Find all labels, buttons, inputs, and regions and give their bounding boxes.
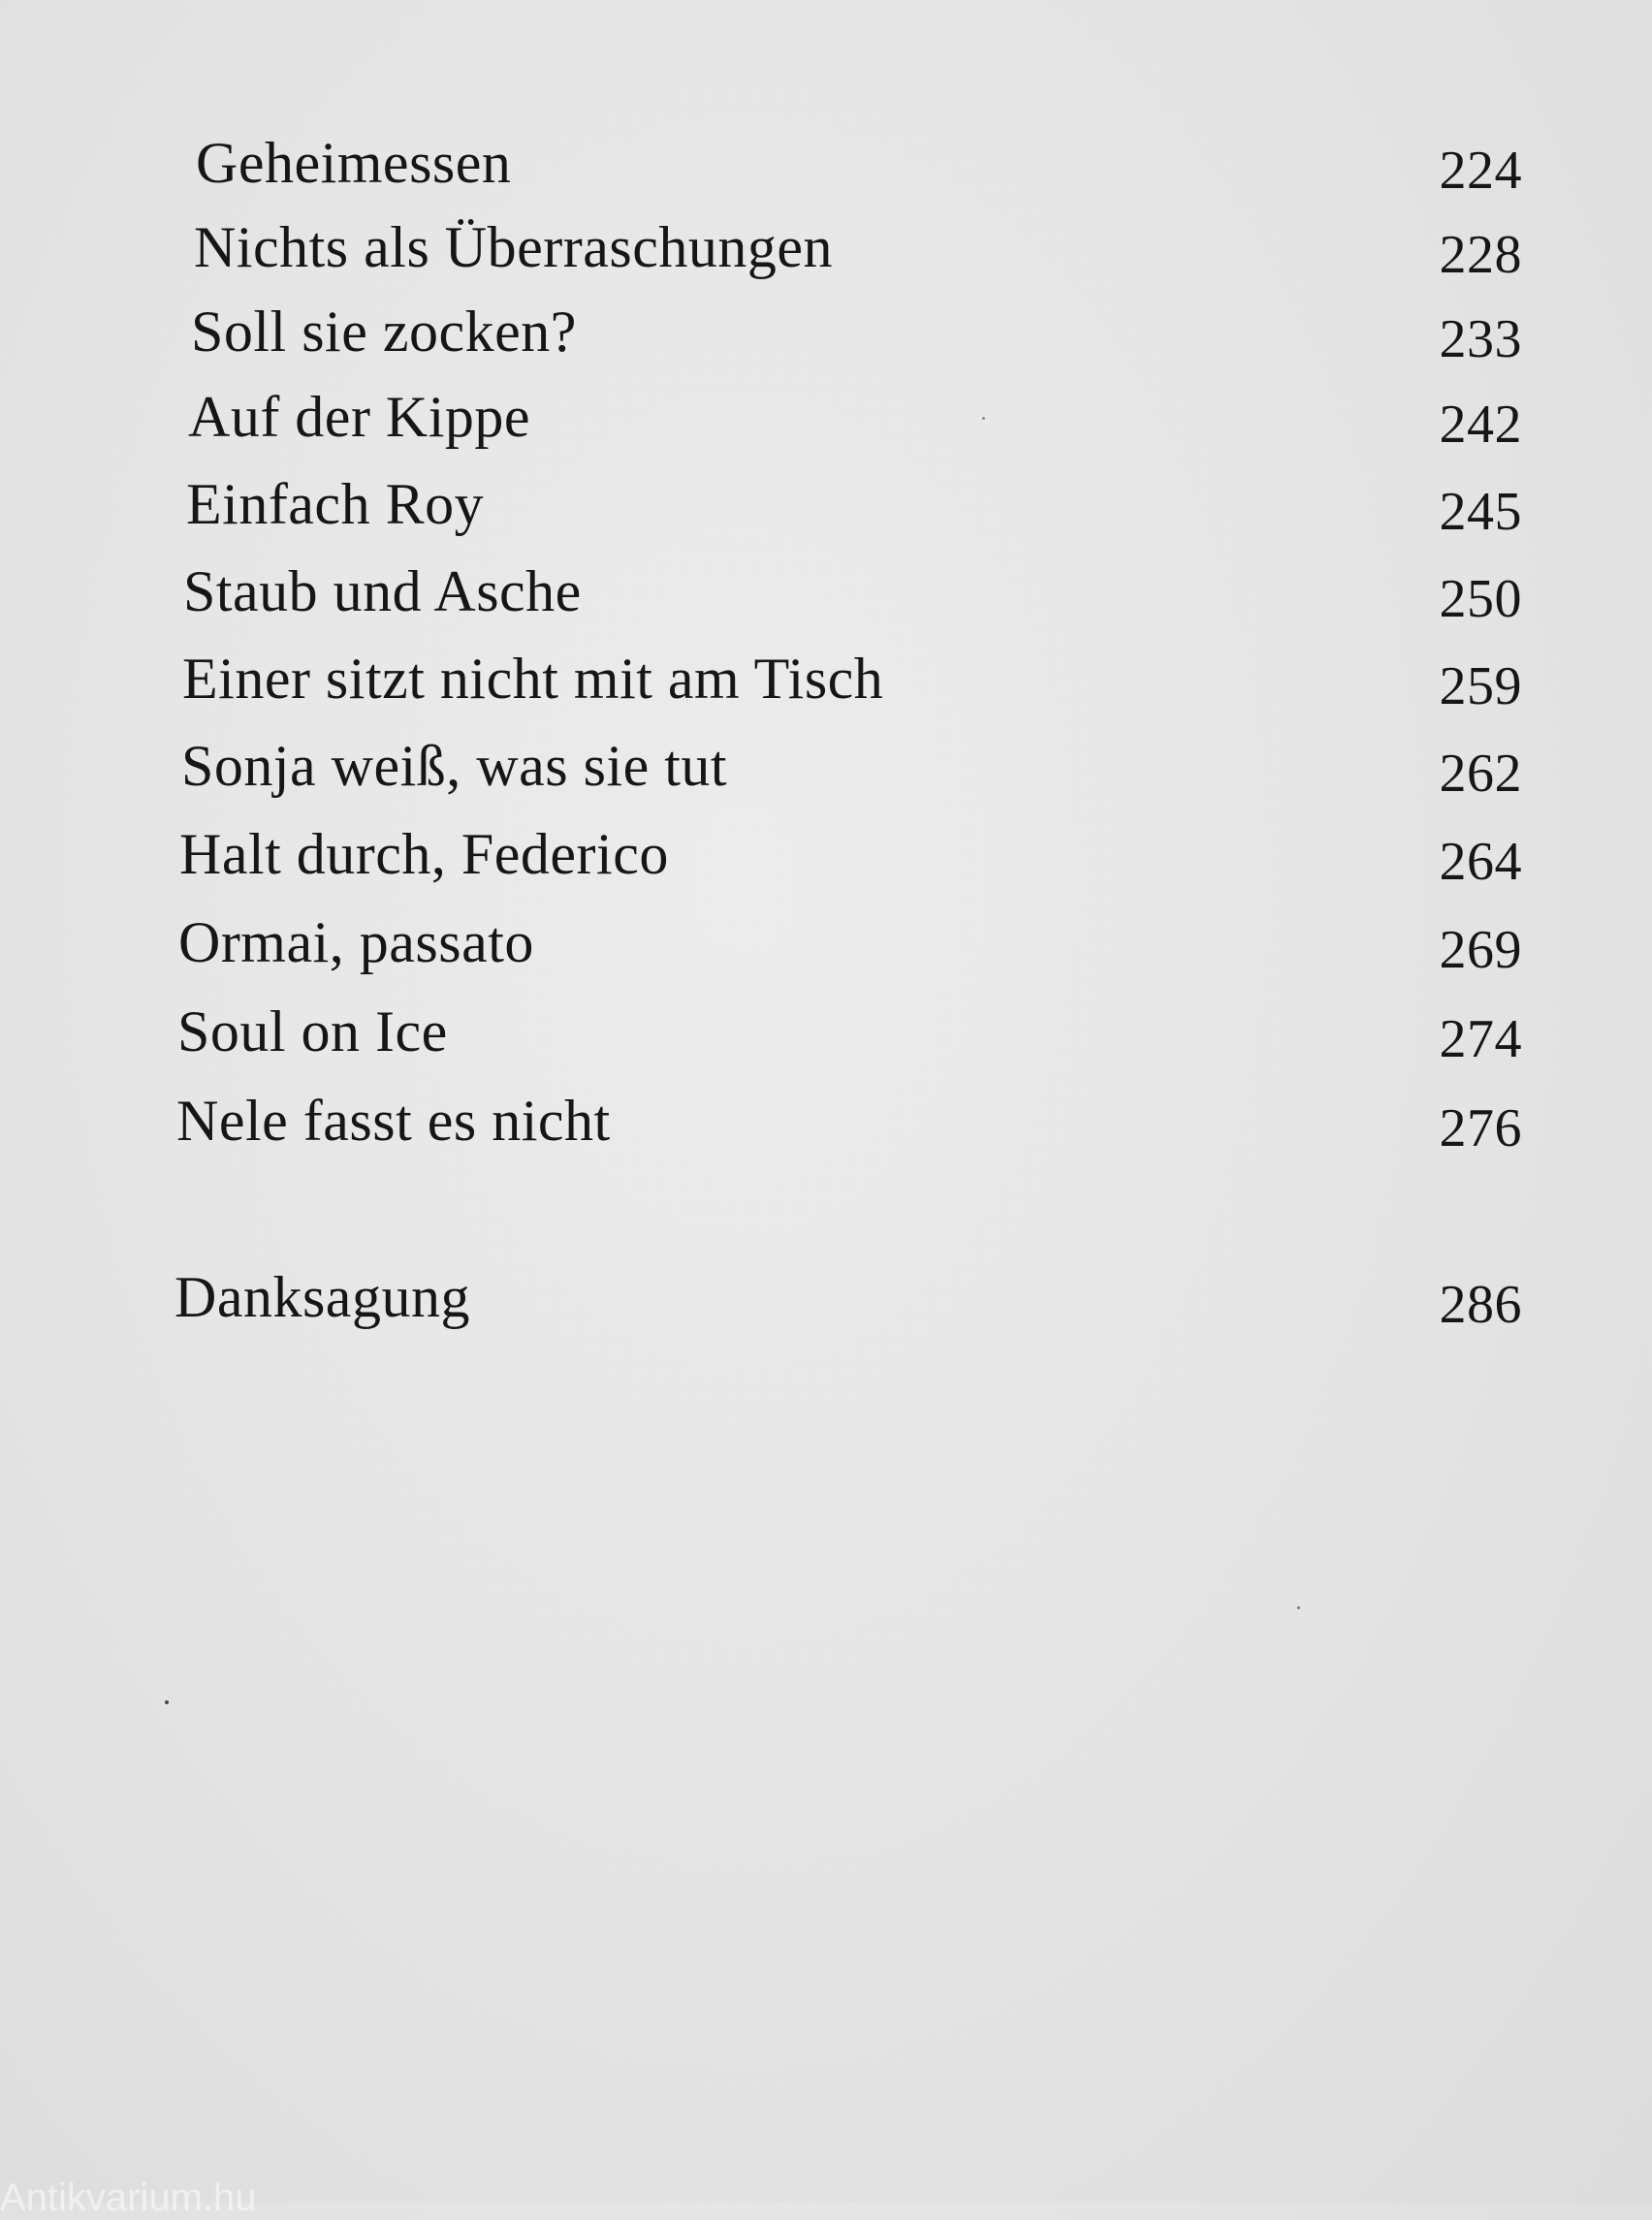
toc-entry-title: Geheimessen bbox=[196, 131, 512, 195]
toc-entry-title: Nichts als Überraschungen bbox=[194, 215, 833, 279]
toc-entry-title: Auf der Kippe bbox=[188, 385, 531, 449]
toc-entry-title: Nele fasst es nicht bbox=[176, 1089, 611, 1153]
toc-entry-page: 286 bbox=[1439, 1275, 1522, 1335]
toc-entry-title: Einfach Roy bbox=[186, 472, 485, 536]
paper-speck bbox=[165, 1700, 169, 1704]
toc-entry bbox=[0, 208, 1652, 286]
watermark: Antikvarium.hu bbox=[0, 2176, 257, 2219]
toc-entry bbox=[0, 124, 1652, 202]
toc-entry-page: 274 bbox=[1439, 1009, 1522, 1069]
toc-entry-title: Soul on Ice bbox=[177, 999, 448, 1063]
toc-entry-page: 262 bbox=[1439, 744, 1522, 804]
toc-entry-title: Halt durch, Federico bbox=[179, 822, 669, 886]
toc-entry-title: Staub und Asche bbox=[183, 559, 582, 623]
toc-entry bbox=[0, 378, 1652, 456]
toc-entry-title: Sonja weiß, was sie tut bbox=[181, 734, 728, 798]
toc-entry-page: 264 bbox=[1439, 832, 1522, 892]
toc-entry-page: 242 bbox=[1439, 395, 1522, 455]
toc-entry-acknowledgements bbox=[0, 1258, 1652, 1336]
toc-entry bbox=[0, 993, 1652, 1070]
toc-entry bbox=[0, 815, 1652, 893]
toc-entry-title: Ormai, passato bbox=[178, 910, 534, 974]
toc-entry-title: Soll sie zocken? bbox=[191, 300, 577, 364]
paper-speck bbox=[982, 417, 985, 420]
toc-entry-page: 250 bbox=[1439, 569, 1522, 629]
toc-entry bbox=[0, 1082, 1652, 1159]
toc-entry-page: 233 bbox=[1439, 309, 1522, 369]
toc-entry bbox=[0, 727, 1652, 805]
toc-entry-page: 276 bbox=[1439, 1098, 1522, 1158]
paper-speck bbox=[1297, 1606, 1300, 1609]
toc-entry-page: 259 bbox=[1439, 656, 1522, 716]
toc-entry-page: 224 bbox=[1439, 141, 1522, 201]
toc-entry bbox=[0, 904, 1652, 981]
toc-entry-page: 245 bbox=[1439, 482, 1522, 542]
toc-entry-page: 269 bbox=[1439, 920, 1522, 980]
toc-entry bbox=[0, 553, 1652, 630]
toc-entry bbox=[0, 640, 1652, 717]
toc-entry bbox=[0, 465, 1652, 543]
toc-entry bbox=[0, 293, 1652, 370]
toc-entry-title: Danksagung bbox=[175, 1265, 470, 1329]
toc-entry-page: 228 bbox=[1439, 225, 1522, 285]
toc-entry-title: Einer sitzt nicht mit am Tisch bbox=[182, 647, 884, 711]
